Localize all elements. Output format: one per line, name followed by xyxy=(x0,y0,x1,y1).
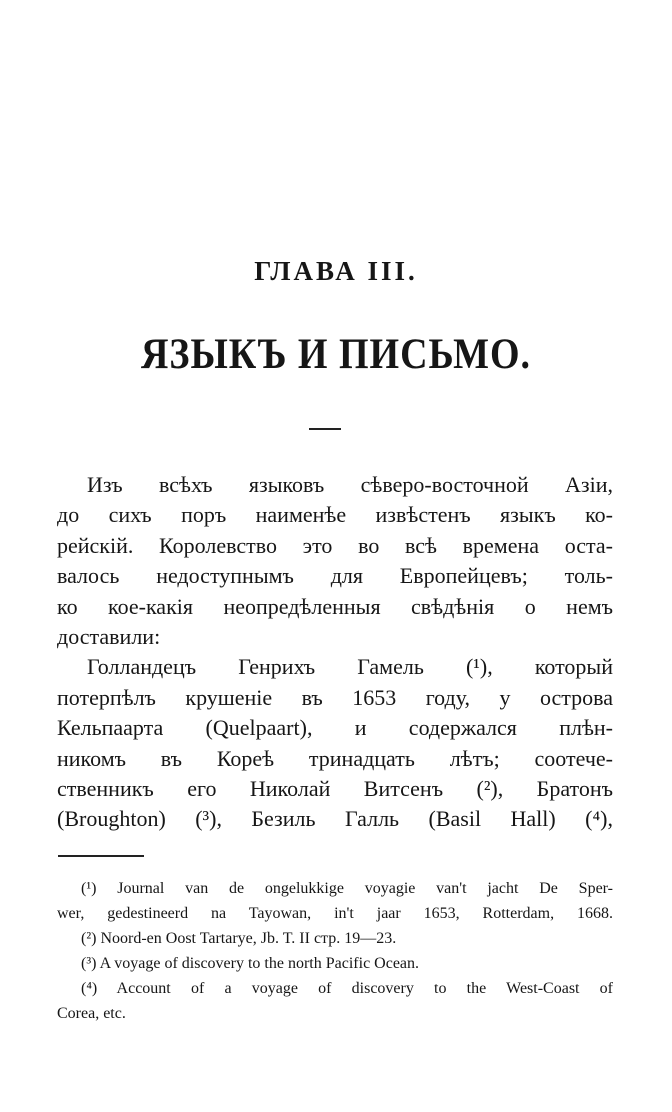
footnote-line xyxy=(57,876,613,901)
footnote-line xyxy=(57,951,613,976)
text-line: рейскій. Королевство это во всѣ времена оста- xyxy=(57,532,613,558)
text-line: Голландецъ Генрихъ Гамель (¹), который xyxy=(87,654,613,680)
text-line: ко кое-какія неопредѣленныя свѣдѣнія о немъ xyxy=(57,593,613,619)
footnote-1 xyxy=(57,876,613,926)
text-line: доставили: xyxy=(57,624,161,650)
title-separator xyxy=(309,428,341,430)
text-line: потерпѣлъ крушеніе въ 1653 году, у острова xyxy=(57,684,613,710)
text-line: Кельпаарта (Quelpaart), и содержался плѣн- xyxy=(57,715,613,741)
text-line: (Broughton) (³), Безиль Галль (Basil Hall) (⁴), xyxy=(57,806,613,832)
text-line: ственникъ его Николай Витсенъ (²), Братонъ xyxy=(57,776,613,802)
footnote-mark: (¹) xyxy=(81,880,97,897)
footnote-4 xyxy=(57,976,613,1026)
footnote-line xyxy=(57,976,613,1001)
footnote-line: Corea, etc. xyxy=(57,1005,126,1022)
text-line: до сихъ поръ наименѣе извѣстенъ языкъ ко- xyxy=(57,502,613,528)
body-text xyxy=(57,470,613,835)
footnote-2 xyxy=(57,926,613,951)
footnote-text: A voyage of discovery to the north Pacific Ocean. xyxy=(99,955,420,972)
footnote-mark: (⁴) xyxy=(81,980,98,997)
footnotes xyxy=(57,876,613,1026)
text-line: никомъ въ Кореѣ тринадцать лѣтъ; соотече- xyxy=(57,745,613,771)
footnote-line: wer, gedestineerd na Tayowan, in't jaar 1653, Rotterdam, 1668. xyxy=(57,905,613,922)
footnote-mark: (²) xyxy=(81,930,97,947)
footnote-3 xyxy=(57,951,613,976)
chapter-heading: ГЛАВА III. xyxy=(254,256,418,286)
text-line: Изъ всѣхъ языковъ сѣверо-восточной Азіи, xyxy=(87,472,613,497)
footnote-mark: (³) xyxy=(81,955,97,972)
footnote-line xyxy=(57,926,613,951)
footnote-text: Journal van de ongelukkige voyagie van't jacht De Sper- xyxy=(117,880,614,897)
footnote-text: Noord-en Oost Tartarye, Jb. T. II стр. 19—23. xyxy=(100,930,397,947)
footnote-text: Account of a voyage of discovery to the West-Coast of xyxy=(116,980,613,997)
chapter-title: ЯЗЫКЪ И ПИСЬМО. xyxy=(140,329,532,379)
text-line: валось недоступнымъ для Европейцевъ; толь- xyxy=(57,563,613,589)
footnote-rule xyxy=(58,855,144,857)
